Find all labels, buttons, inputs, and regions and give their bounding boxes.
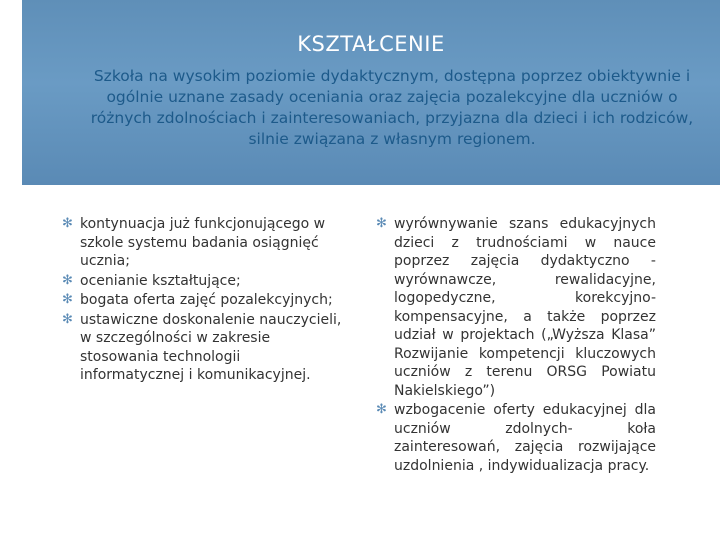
list-item: ✻ wyrównywanie szans edukacyjnych dzieci z trudnościami w nauce poprzez zajęcia dydaktyczno - wyrównawcze, rewalidacyjne, logopedyczne, korekcyjno-kompensacyjne, a także poprzez udział w projektach („Wyższa Klasa” Rozwijanie kompetencji kluczowych uczniów z terenu ORSG Powiatu Nakielskiego”) [376, 216, 656, 399]
slide-subtitle: Szkoła na wysokim poziomie dydaktycznym, dostępna poprzez obiektywnie i ogólnie uznane zasady oceniania oraz zajęcia pozalekcyjne dla uczniów o różnych zdolnościach i zainteresowaniach, przyjazna dla dzieci i ich rodziców, silnie związana z własnym regionem. [90, 67, 694, 148]
asterisk-bullet-icon: ✻ [376, 216, 387, 231]
left-column [62, 215, 348, 386]
right-bullet-list [376, 215, 656, 475]
asterisk-bullet-icon: ✻ [62, 272, 73, 288]
slide-title: KSZTAŁCENIE [297, 32, 445, 56]
left-bullet-list [62, 215, 348, 385]
title-banner [22, 0, 720, 185]
asterisk-bullet-icon: ✻ [62, 292, 73, 307]
list-item: ✻ ocenianie kształtujące; [62, 272, 241, 289]
list-item: ✻ bogata oferta zajęć pozalekcyjnych; [62, 292, 333, 308]
asterisk-bullet-icon: ✻ [62, 216, 73, 231]
list-item: ✻ ustawiczne doskonalenie nauczycieli, w szczególności w zakresie stosowania technologii informatycznej i komunikacyjnej. [62, 311, 342, 383]
asterisk-bullet-icon: ✻ [62, 311, 73, 327]
asterisk-bullet-icon: ✻ [376, 402, 387, 417]
right-column [376, 215, 656, 476]
list-item: ✻ kontynuacja już funkcjonującego w szkole systemu badania osiągnięć ucznia; [62, 216, 326, 269]
list-item: ✻ wzbogacenie oferty edukacyjnej dla uczniów zdolnych- koła zainteresowań, zajęcia rozwijające uzdolnienia , indywidualizacja pracy. [376, 402, 656, 474]
